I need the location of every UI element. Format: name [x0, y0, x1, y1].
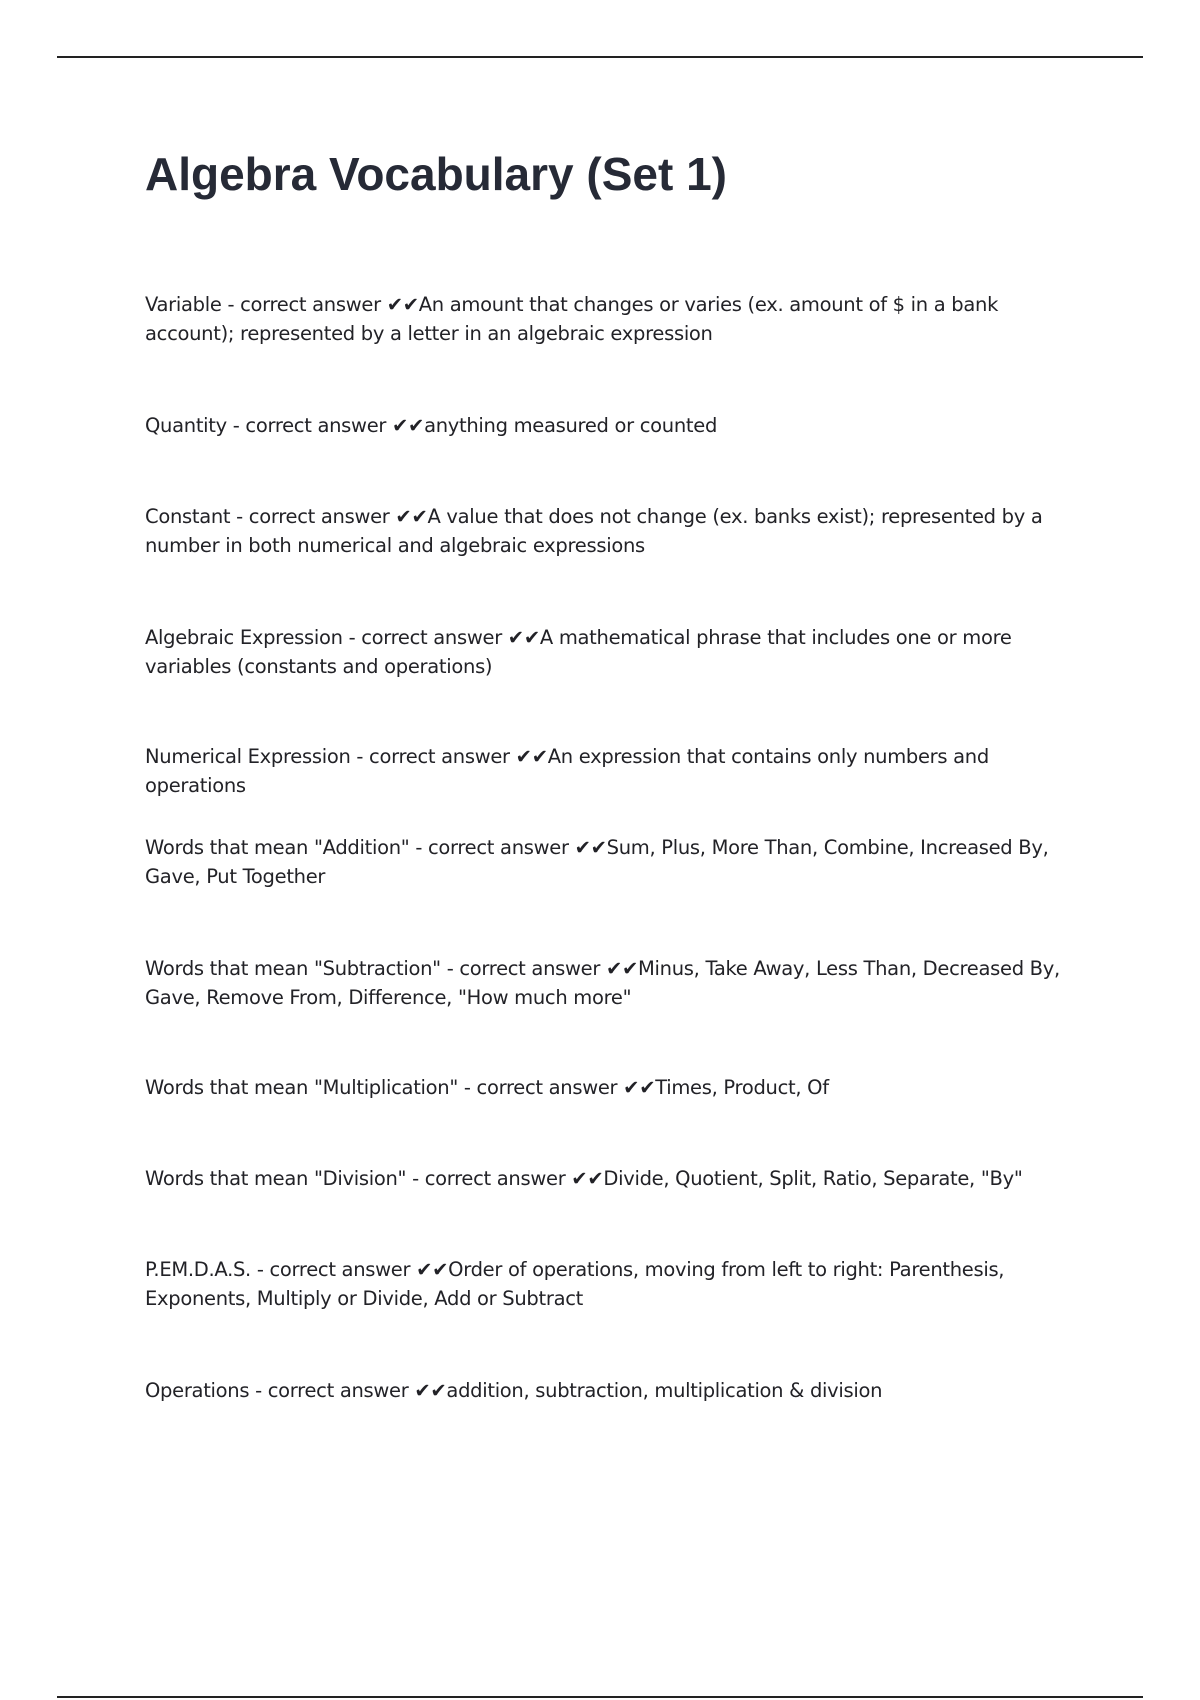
vocab-entry-division-words: Words that mean "Division" - correct answer ✔✔Divide, Quotient, Split, Ratio, Separate, "By"	[145, 1167, 1023, 1190]
vocab-entry-pemdas: P.EM.D.A.S. - correct answer ✔✔Order of operations, moving from left to right: Parenthesis, Exponents, Multiply or Divide, Add or Subtract	[145, 1258, 1005, 1310]
page-title: Algebra Vocabulary (Set 1)	[145, 148, 727, 200]
vocab-entry-algebraic-expression: Algebraic Expression - correct answer ✔✔A mathematical phrase that includes one or more variables (constants and operations)	[145, 626, 1012, 678]
vocab-entry-quantity: Quantity - correct answer ✔✔anything measured or counted	[145, 414, 718, 437]
vocab-entry-constant: Constant - correct answer ✔✔A value that does not change (ex. banks exist); represented by a number in both numerical and algebraic expressions	[145, 505, 1043, 557]
top-rule	[57, 56, 1143, 58]
vocab-entry-addition-words: Words that mean "Addition" - correct answer ✔✔Sum, Plus, More Than, Combine, Increased By, Gave, Put Together	[145, 836, 1049, 888]
vocab-entry-subtraction-words: Words that mean "Subtraction" - correct answer ✔✔Minus, Take Away, Less Than, Decreased By, Gave, Remove From, Difference, "How much more"	[145, 957, 1060, 1009]
vocab-entry-numerical-expression: Numerical Expression - correct answer ✔✔An expression that contains only numbers and operations	[145, 745, 989, 797]
vocab-entry-variable: Variable - correct answer ✔✔An amount that changes or varies (ex. amount of $ in a bank account); represented by a letter in an algebraic expression	[145, 293, 999, 345]
vocab-entry-operations: Operations - correct answer ✔✔addition, subtraction, multiplication & division	[145, 1379, 883, 1402]
vocab-entry-multiplication-words: Words that mean "Multiplication" - correct answer ✔✔Times, Product, Of	[145, 1076, 829, 1099]
bottom-rule	[57, 1696, 1143, 1698]
